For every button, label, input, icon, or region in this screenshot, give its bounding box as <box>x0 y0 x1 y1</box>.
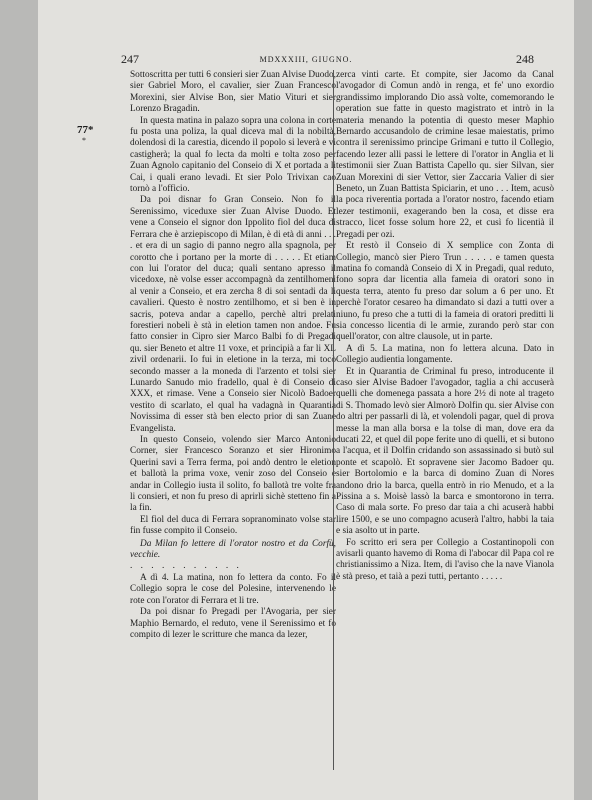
margin-folio-note: 77* <box>77 124 94 136</box>
section-heading: Da Milan fo lettere di l'orator nostro et da Corfù, vecchie. <box>130 538 336 561</box>
paragraph: . . . . . . . . . . . <box>130 561 242 572</box>
paragraph: A dì 4. La matina, non fo lettera da conto. Fo il Collegio sopra le cose del Polesine, intervenendo le rote con l'orator di Ferrara et li tre. <box>130 572 336 606</box>
book-page <box>38 0 574 800</box>
paragraph: El fiol del duca di Ferrara sopranominato volse star fin fusse compito il Conseio. <box>130 514 336 537</box>
running-title: MDXXXIII, GIUGNO. <box>259 55 353 64</box>
paragraph: Fo scritto eri sera per Collegio a Costantinopoli con avisarli quanto havemo di Roma di l'abocar dil Papa col re christianissimo a Niza. Item, di l'aviso che la nave Vianola è stà preso, et taià a pezi tutti, pertanto . . . . . <box>336 537 554 582</box>
page-number-right: 248 <box>516 52 534 66</box>
paragraph: zerca vinti carte. Et compite, sier Jacomo da Canal l'avogador di Comun andò in renga, et fe' uno exordio grandissimo implorando Dio assà volte, comemorando le operation sue fatte in questo magistrato et intrò in la materia menando la potentia di questo meser Maphio Bernardo accusandolo de crimine lesae maiestatis, primo contra il serenissimo principe Grimani e tutto il Collegio, facendo lezer alli passi le lettere di l'orator in Anglia et li testimonii sier Zuan Battista Capello qu. sier Silvan, sier Zuan Morexini di sier Vettor, sier Zaccaria Valier di sier Beneto, un Zuan Battista Spiciarin, et uno . . . Item, acusò la poca riverentia portada a l'orator nostro, facendo etiam lezer testimonii, exagerando ben la cosa, et disse era stracco, licet fosse solum hore 22, et cusì fo licentià il Pregadi per ozi. <box>336 70 554 240</box>
left-column <box>130 70 336 641</box>
right-column <box>336 70 554 583</box>
paragraph: Et in Quarantia de Criminal fu preso, introducente il caso sier Alvise Badoer l'avogador, taglia a chi accuserà quelli che domenega passata a hore 2½ di note al trageto di S. Thomado levò sier Almorò Dolfin qu. sier Alvise con do altri per passarli di là, et volendoli pagar, quel di prova messe la man alla borsa e la tolse di man, dove era da ducati 22, et quel dil pope ferite uno di quelli, et si butono a l'acqua, et il Dolfin cridando son assassinado si butò sul ponte et scapolò. Et sopravene sier Jacomo Badoer qu. sier Bortolomio e la barca di domino Zuan di Nores andono drio la barca, quella entrò in rio Menudo, et a la Pissina a s. Moisè lassò la barca e smontorono in terra. Caso di mala sorte. Fo preso dar taia a chi acuserà habbi lire 1500, e se uno compagno acuserà l'altro, habbi la taia e sia asolto ut in parte. <box>336 366 554 537</box>
paragraph: In questo Conseio, volendo sier Marco Antonio Corner, sier Francesco Soranzo et sier Hironimo Querini savi a Terra ferma, poi andò dentro le eletion et ballotà la prima voxe, venir zoso del Conseio e andar in Collegio iusta il solito, fo ballotà tre volte fra li consieri, et non fu preso di aprirli sichè stetteno fin a la fin. <box>130 435 336 514</box>
column-divider <box>333 70 334 770</box>
paragraph: A dì 5. La matina, non fo lettera alcuna. Dato in Collegio audientia longamente. <box>336 343 554 366</box>
page-header <box>38 52 574 68</box>
paragraph: In questa matina in palazo sopra una colona in corte fu posta una poliza, la qual diceva mal di la nobiltà, dolendosi di la carestia, dicendo il popolo si leverà e vi castigherà; la qual fo lecta da molti e tolta zoso per Zuan Agnolo capitanio del Conseio di X et portada a li Cai, i quali erano levadi. Et sier Polo Trivixan cao tornò a l'officio. <box>130 115 336 195</box>
margin-mark: * <box>82 136 86 145</box>
paragraph: Da poi disnar fo Gran Conseio. Non fo il Serenissimo, viceduxe sier Zuan Alvise Duodo. Et vene a Conseio el signor don Ippolito fiol del duca di Ferrara che è arziepiscopo di Milan, è di età di anni . . . . et era di un sagio di panno negro alla spagnola, per corotto che i portano per la morte di . . . . . Et etiam con lui l'orator del duca; quali sentano apresso il vicedoxe, nè volse esser accompagnà da zentilhomeni al venir a Conseio, et era zercha 8 di soi sentadi da li cavalieri. Questo è nostro zentilhomo, et si ben è in sacris, poteva andar a capello, perchè altri prelati forestieri nobeli è stà in eletion tamen non andoe. Fu fatto consier in Cipro sier Marco Balbi fo di Pregadi qu. sier Beneto et altre 11 voxe, et principià a far li XL zivil ordenarii. Io fui in eletione in la terza, mi tocò secondo masser a la moneda di l'arzento et tolsi sier Lunardo Sanudo mio fradello, qual è di Conseio di XXX, et rimase. Vene a Conseio sier Nicolò Badoer vestito di scarlato, el qual ha vadagnà in Quarantia Novissima di esser stà ben electo prior di san Zuane Evangelista. <box>130 195 336 434</box>
page-number-left: 247 <box>121 52 139 66</box>
paragraph: Sottoscritta per tutti 6 consieri sier Zuan Alvise Duodo, sier Gabriel Moro, el cavalier, sier Zuan Francesco Morexini, sier Alvise Bon, sier Matio Vituri et sier Lorenzo Bragadin. <box>130 70 336 115</box>
paragraph: Da poi disnar fo Pregadi per l'Avogaria, per sier Maphio Bernardo, el reduto, vene il Serenissimo et fo compito di lezer le scritture che manca da lezer, <box>130 607 336 640</box>
paragraph: Et restò il Conseio di X semplice con Zonta di Collegio, mancò sier Piero Trun . . . . . e tamen questa matina fo comandà Conseio di X in Pregadi, qual reduto, fono sopra dar licentia alla fameia di oratori sono in questa terra, atento fu preso dar solum a 6 per uno. Et perchè l'orator cesareo ha dimandato si dazi a tutti over a niuno, fu preso che a tutti di la fameia di oratori preditti li sia concesso licentia di le armie, zurando però star con quell'orator, con altre clausole, ut in parte. <box>336 241 554 343</box>
